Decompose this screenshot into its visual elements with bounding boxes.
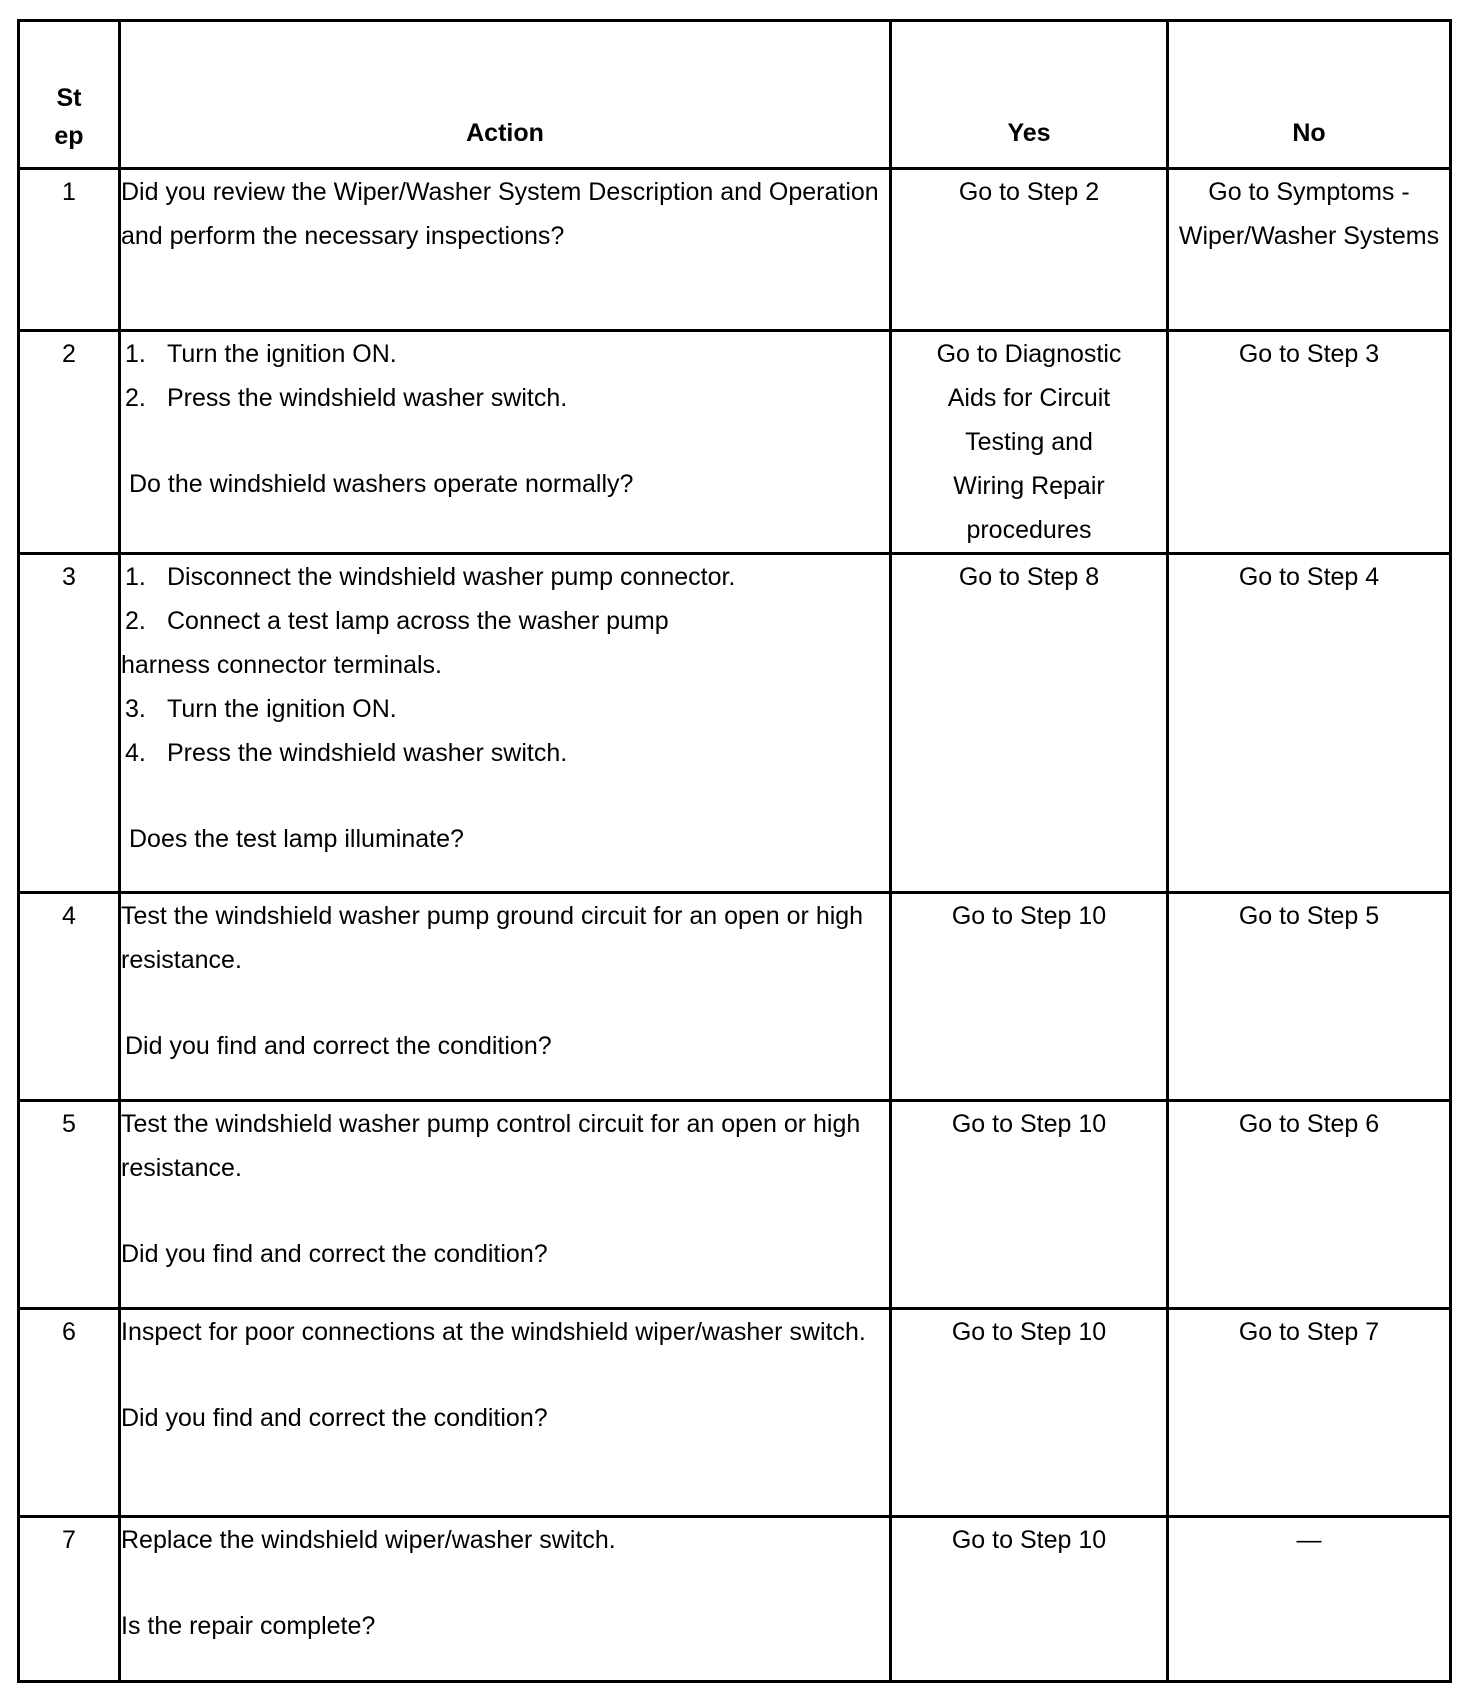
header-no: No: [1168, 21, 1451, 169]
step-number: 3: [19, 554, 120, 893]
question-text: Did you find and correct the condition?: [121, 1404, 548, 1432]
no-result: Go to Step 6: [1168, 1101, 1451, 1309]
no-result: Go to Step 7: [1168, 1309, 1451, 1517]
question-text: Does the test lamp illuminate?: [129, 825, 464, 853]
no-result: Go to Step 5: [1168, 893, 1451, 1101]
action-text: Replace the windshield wiper/washer switch. Is the repair complete?: [120, 1517, 891, 1682]
no-result: Go to Step 4: [1168, 554, 1451, 893]
diagnostic-table: [17, 19, 1452, 1683]
no-result: Go to Step 3: [1168, 331, 1451, 554]
action-text: Test the windshield washer pump ground circuit for an open or high resistance. Did you find and correct the condition?: [120, 893, 891, 1101]
header-action: Action: [120, 21, 891, 169]
yes-result: Go to Step 8: [891, 554, 1168, 893]
yes-result: Go to Step 10: [891, 1517, 1168, 1682]
action-text: Test the windshield washer pump control circuit for an open or high resistance. Did you find and correct the condition?: [120, 1101, 891, 1309]
question-text: Did you find and correct the condition?: [121, 1240, 548, 1268]
table-row: [19, 554, 1451, 893]
yes-result: Go to Diagnostic Aids for Circuit Testing and Wiring Repair procedures: [891, 331, 1168, 554]
table-row: [19, 1309, 1451, 1517]
action-text: [120, 554, 891, 893]
table-row: [19, 1101, 1451, 1309]
action-text: Inspect for poor connections at the windshield wiper/washer switch. Did you find and correct the condition?: [120, 1309, 891, 1517]
yes-result: Go to Step 10: [891, 893, 1168, 1101]
yes-result: Go to Step 10: [891, 1101, 1168, 1309]
header-yes: Yes: [891, 21, 1168, 169]
header-step: St ep: [19, 21, 120, 169]
action-text: Did you review the Wiper/Washer System Description and Operation and perform the necessary inspections?: [120, 169, 891, 331]
list-item: 1. Turn the ignition ON.: [125, 340, 397, 368]
question-text: Do the windshield washers operate normally?: [129, 470, 634, 498]
table-row: [19, 1517, 1451, 1682]
no-result: Go to Symptoms - Wiper/Washer Systems: [1168, 169, 1451, 331]
step-number: 5: [19, 1101, 120, 1309]
step-number: 4: [19, 893, 120, 1101]
step-number: 1: [19, 169, 120, 331]
list-item: 4. Press the windshield washer switch.: [125, 739, 568, 767]
table-row: [19, 893, 1451, 1101]
header-row: [19, 21, 1451, 169]
list-item-continuation: harness connector terminals.: [121, 651, 442, 679]
table-row: [19, 169, 1451, 331]
step-number: 2: [19, 331, 120, 554]
list-item: 1. Disconnect the windshield washer pump connector.: [125, 563, 736, 591]
step-number: 7: [19, 1517, 120, 1682]
action-text: [120, 331, 891, 554]
question-text: Is the repair complete?: [121, 1612, 376, 1640]
step-number: 6: [19, 1309, 120, 1517]
list-item: 2. Connect a test lamp across the washer pump: [125, 607, 669, 635]
table-row: [19, 331, 1451, 554]
no-result: —: [1168, 1517, 1451, 1682]
list-item: 3. Turn the ignition ON.: [125, 695, 397, 723]
yes-result: Go to Step 10: [891, 1309, 1168, 1517]
list-item: 2. Press the windshield washer switch.: [125, 384, 568, 412]
yes-result: Go to Step 2: [891, 169, 1168, 331]
question-text: Did you find and correct the condition?: [125, 1032, 552, 1060]
